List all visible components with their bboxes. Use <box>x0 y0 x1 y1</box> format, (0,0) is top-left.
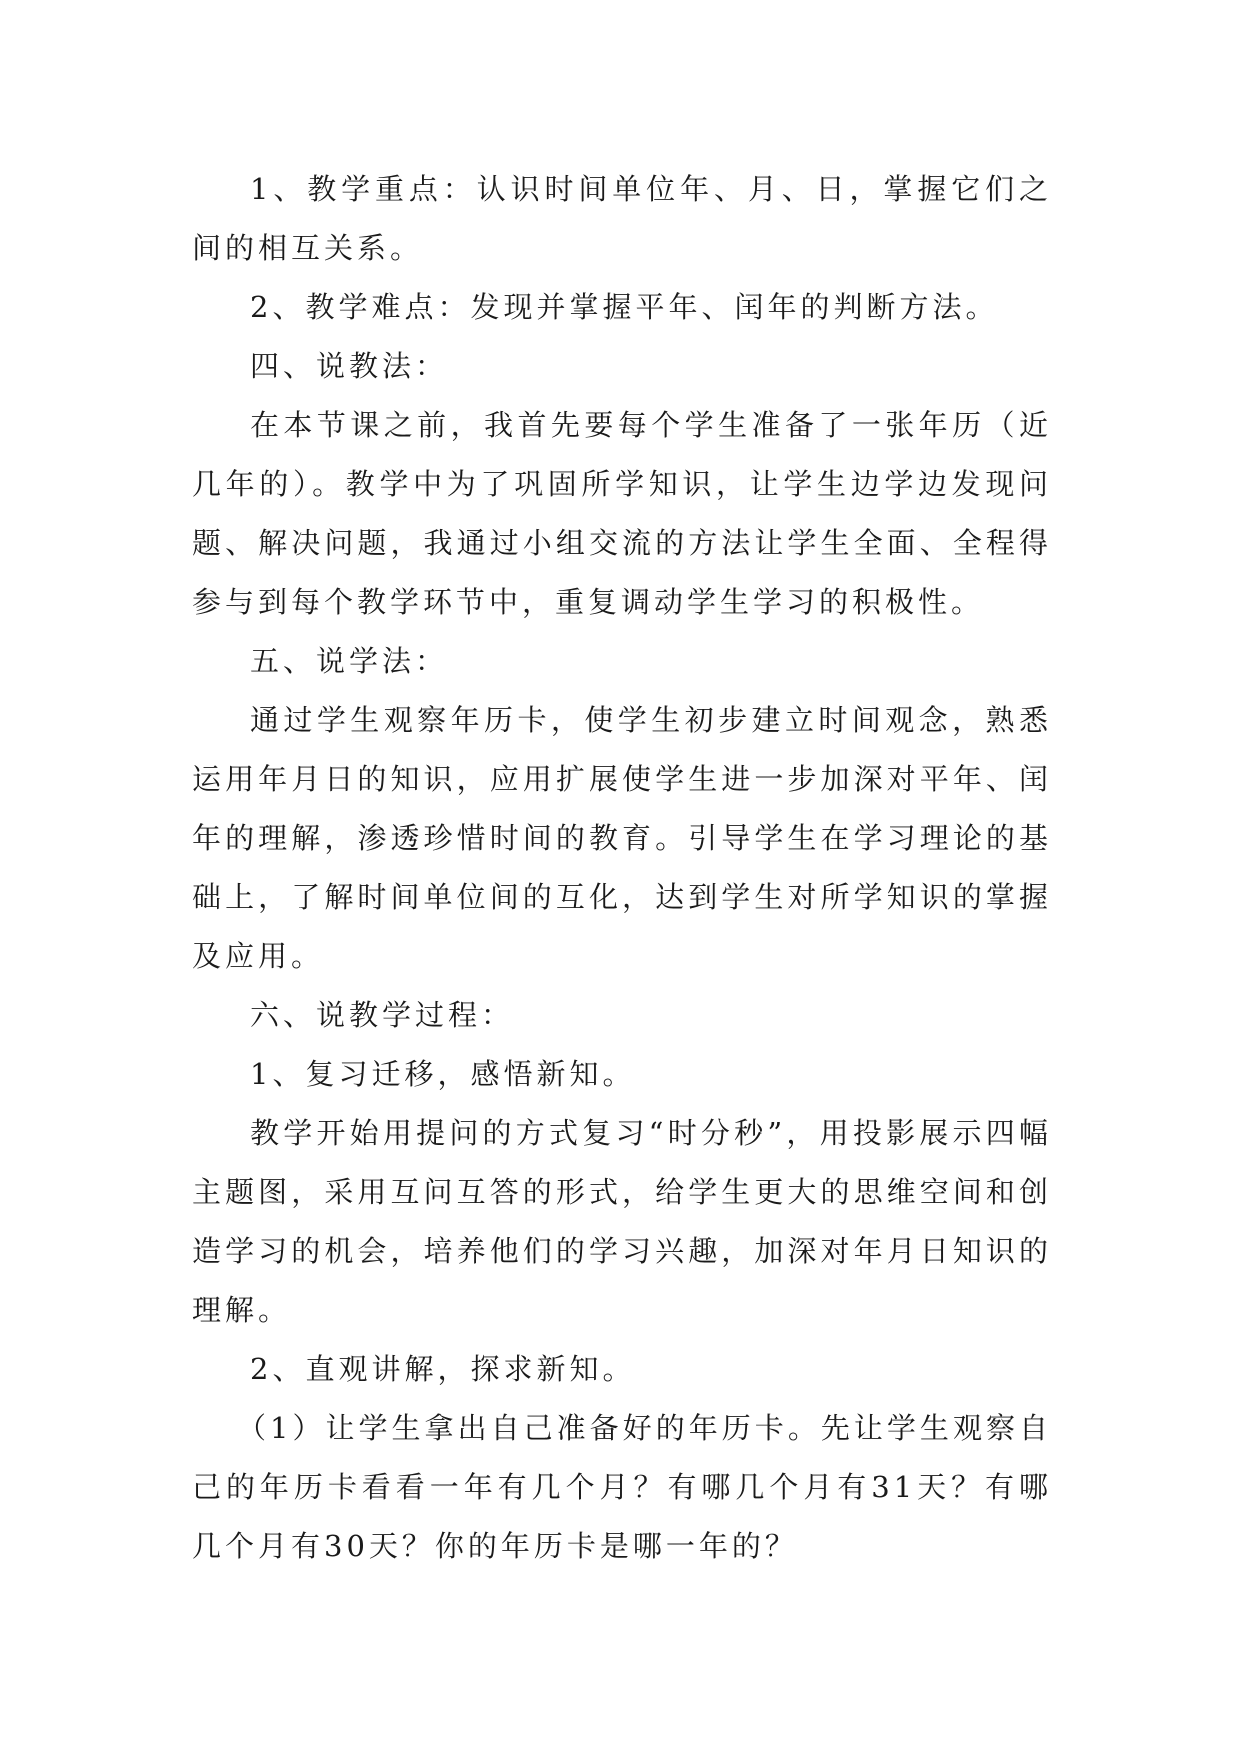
paragraph-teaching-method: 在本节课之前，我首先要每个学生准备了一张年历（近几年的）。教学中为了巩固所学知识，让学生边学边发现问题、解决问题，我通过小组交流的方法让学生全面、全程得参与到每个教学环节中，重复调动学生学习的积极性。 <box>192 408 1052 619</box>
document-body <box>192 160 1052 1576</box>
paragraph-learning-method: 通过学生观察年历卡，使学生初步建立时间观念，熟悉运用年月日的知识，应用扩展使学生进一步加深对平年、闰年的理解，渗透珍惜时间的教育。引导学生在学习理论的基础上，了解时间单位间的互化，达到学生对所学知识的掌握及应用。 <box>192 703 1052 973</box>
paragraph-review: 1、复习迁移，感悟新知。 <box>250 1057 636 1091</box>
heading-learning-method: 五、说学法： <box>250 644 449 678</box>
paragraph-teaching-focus: 1、教学重点：认识时间单位年、月、日，掌握它们之间的相互关系。 <box>192 172 1052 265</box>
paragraph-review-detail: 教学开始用提问的方式复习“时分秒”，用投影展示四幅主题图，采用互问互答的形式，给学生更大的思维空间和创造学习的机会，培养他们的学习兴趣，加深对年月日知识的理解。 <box>192 1116 1052 1327</box>
paragraph-teaching-difficulty: 2、教学难点：发现并掌握平年、闰年的判断方法。 <box>250 290 999 324</box>
paragraph-calendar-task: （1）让学生拿出自己准备好的年历卡。先让学生观察自己的年历卡看看一年有几个月？有哪几个月有31天？有哪几个月有30天？你的年历卡是哪一年的？ <box>192 1411 1052 1563</box>
heading-teaching-method: 四、说教法： <box>250 349 449 383</box>
heading-teaching-process: 六、说教学过程： <box>250 998 515 1032</box>
paragraph-explanation: 2、直观讲解，探求新知。 <box>250 1352 636 1386</box>
